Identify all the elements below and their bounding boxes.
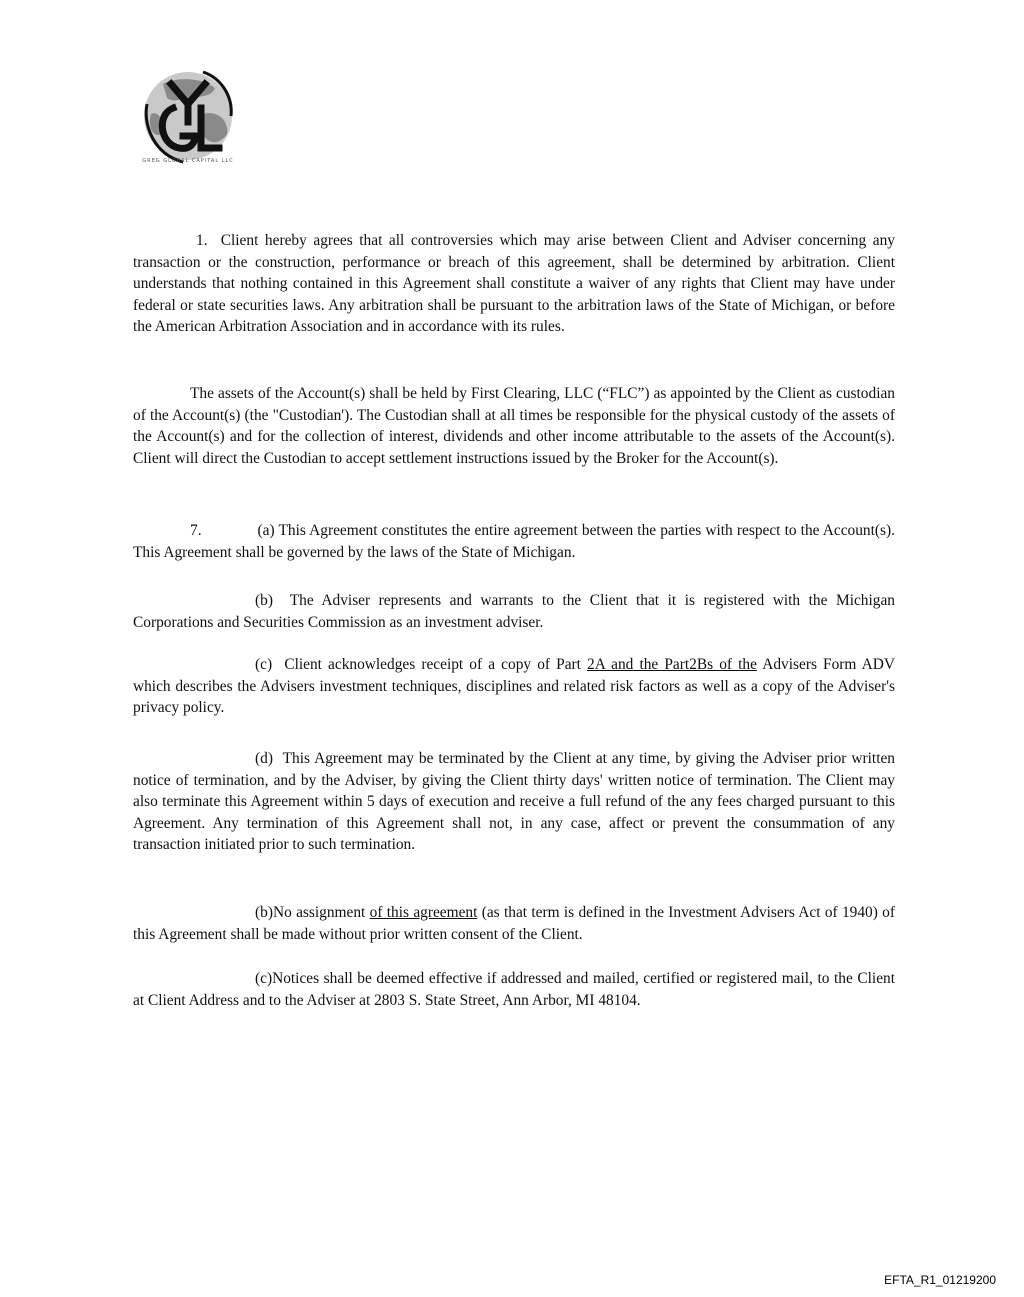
paragraph-text: The assets of the Account(s) shall be held by First Clearing, LLC (“FLC”) as appointed by the Client as custodian of the Account(s) (the "Custodian'). The Custodian shall at all times be responsible for the physical custody of the assets of the Account(s) and for the collection of interest, dividends and other income attributable to the assets of the Account(s). Client will direct the Custodian to accept settlement instructions issued by the Broker for the Account(s). <box>133 385 895 467</box>
underlined-text: of this agreement <box>369 904 478 921</box>
paragraph-text: The Adviser represents and warrants to the Client that it is registered with the Michigan Corporations and Securities Commission as an investment adviser. <box>133 592 895 631</box>
clause-label: (b) <box>255 592 273 609</box>
assignment-paragraph <box>133 902 895 945</box>
arbitration-paragraph <box>133 230 895 338</box>
section-number: 1. <box>196 232 208 249</box>
paragraph-text: This Agreement constitutes the entire agreement between the parties with respect to the Account(s). This Agreement shall be governed by the laws of the State of Michigan. <box>133 522 895 561</box>
form-adv-paragraph <box>133 654 895 719</box>
document-id: EFTA_R1_01219200 <box>884 1273 996 1287</box>
notices-paragraph <box>133 968 895 1011</box>
underlined-text: 2A and the Part2Bs of the <box>587 656 757 673</box>
logo-caption: GREG GLOBAL CAPITAL LLC <box>142 158 234 164</box>
entire-agreement-paragraph <box>133 520 895 563</box>
paragraph-text-continued: Advisers Form ADV which describes the Advisers investment techniques, disciplines and related risk factors as well as a copy of the Adviser's privacy policy. <box>133 656 895 717</box>
paragraph-text: Client hereby agrees that all controversies which may arise between Client and Adviser concerning any transaction or the construction, performance or breach of this agreement, shall be determined by arbitration. Client understands that nothing contained in this Agreement shall constitute a waiver of any rights that Client may have under federal or state securities laws. Any arbitration shall be pursuant to the arbitration laws of the State of Michigan, or before the American Arbitration Association and in accordance with its rules. <box>133 232 895 336</box>
termination-paragraph <box>133 748 895 856</box>
paragraph-text: This Agreement may be terminated by the Client at any time, by giving the Adviser prior written notice of termination, and by the Adviser, by giving the Client thirty days' written notice of termination. The Client may also terminate this Agreement within 5 days of execution and receive a full refund of the any fees charged pursuant to this Agreement. Any termination of this Agreement shall not, in any case, affect or prevent the consummation of any transaction initiated prior to such termination. <box>133 750 895 854</box>
paragraph-text: Notices shall be deemed effective if addressed and mailed, certified or registered mail, to the Client at Client Address and to the Adviser at 2803 S. State Street, Ann Arbor, MI 48104. <box>133 970 895 1009</box>
paragraph-text-continued: (as that term is defined in the Investment Advisers Act of 1940) of this Agreement shall be made without prior written consent of the Client. <box>133 904 896 943</box>
section-number: 7. <box>190 522 202 539</box>
clause-label: (a) <box>257 522 275 539</box>
clause-label: (b) <box>255 904 273 921</box>
registration-paragraph <box>133 590 895 633</box>
clause-label: (c) <box>255 970 273 987</box>
clause-label: (d) <box>255 750 273 767</box>
clause-label: (c) <box>255 656 273 673</box>
custodian-paragraph <box>133 383 895 469</box>
paragraph-text: No assignment <box>272 904 370 921</box>
paragraph-text: Client acknowledges receipt of a copy of Part <box>284 656 588 673</box>
